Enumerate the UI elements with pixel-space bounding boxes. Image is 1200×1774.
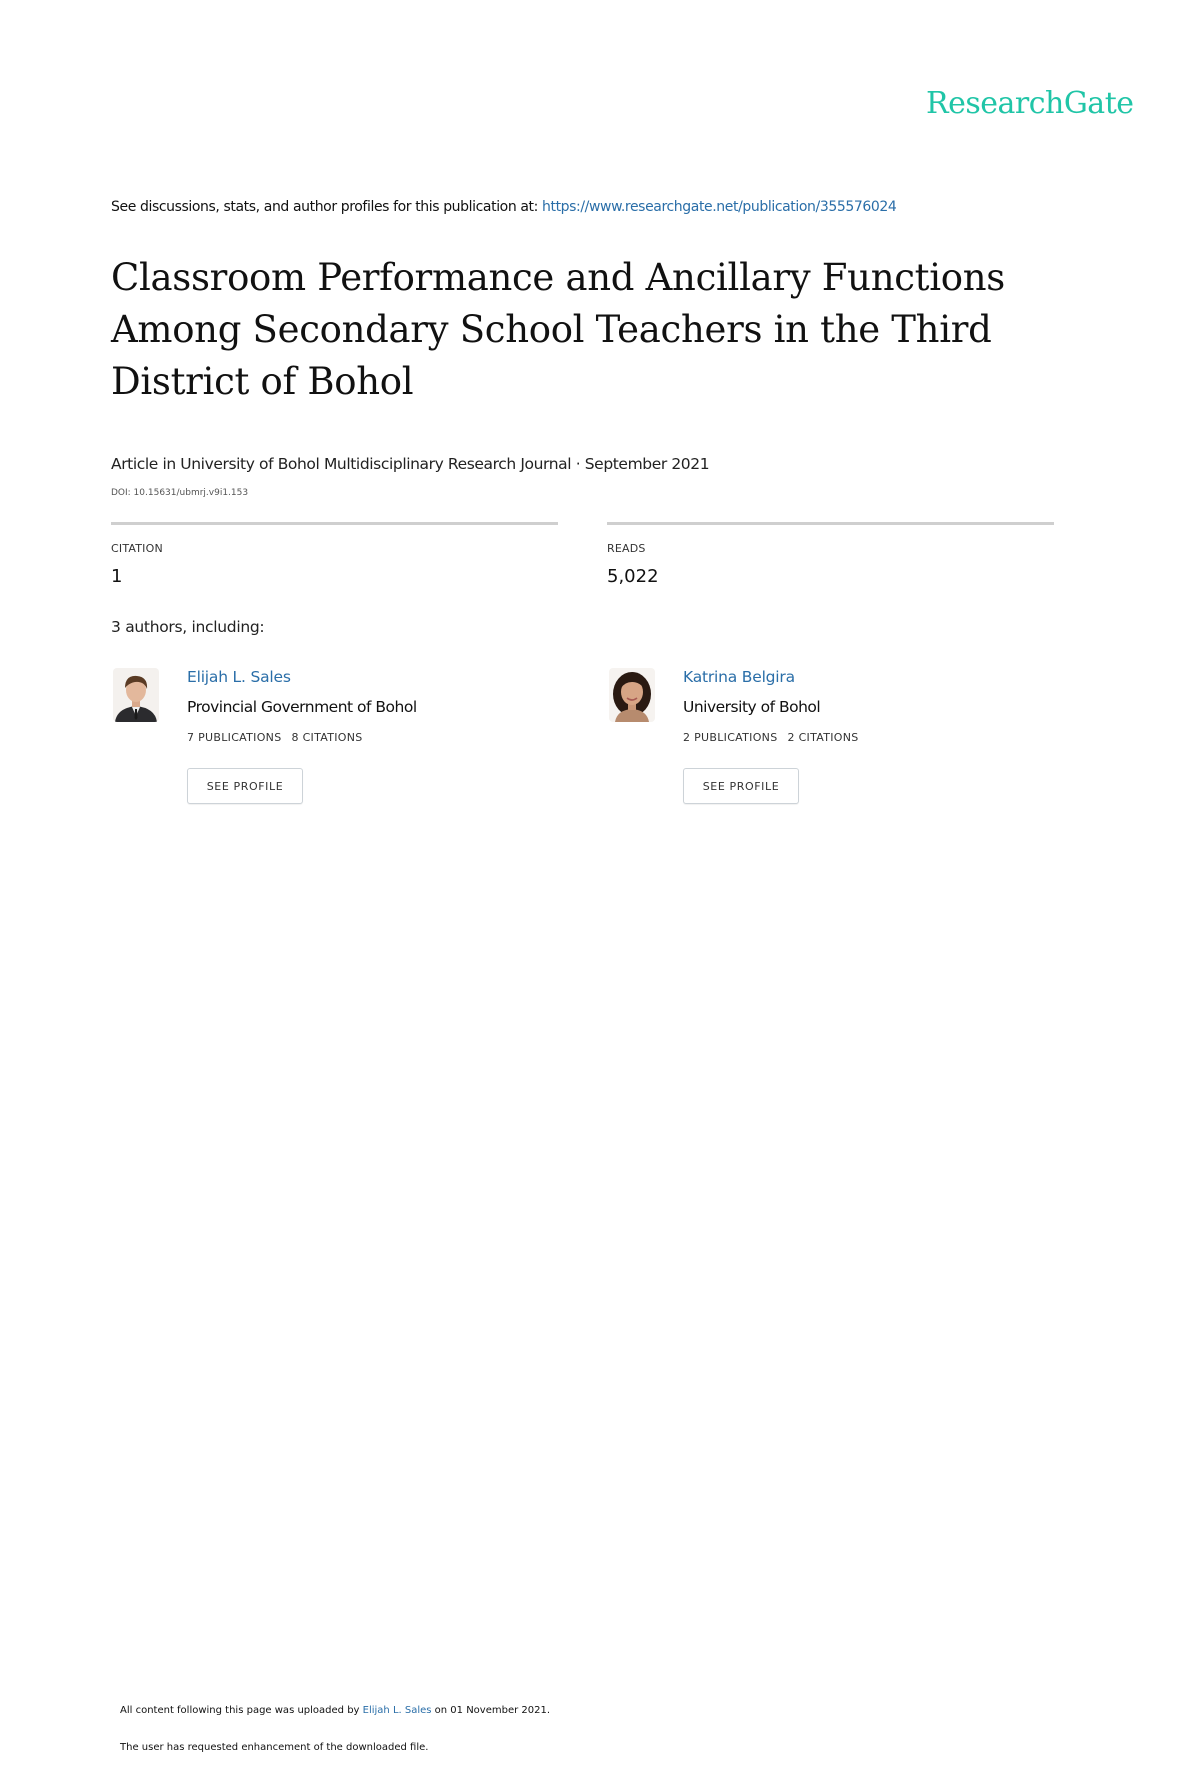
upload-notice [120, 1705, 550, 1716]
researchgate-logo[interactable]: ResearchGate [926, 86, 1134, 121]
article-meta: Article in University of Bohol Multidisciplinary Research Journal · September 2021 [111, 455, 710, 473]
see-discussions-text: See discussions, stats, and author profiles for this publication at: [111, 199, 543, 215]
paper-title: Classroom Performance and Ancillary Functions Among Secondary School Teachers in the Third District of Bohol [111, 256, 1005, 403]
doi-text: DOI: 10.15631/ubmrj.v9i1.153 [111, 488, 249, 498]
upload-prefix-text: All content following this page was uploaded by [120, 1705, 363, 1716]
enhancement-notice: The user has requested enhancement of the downloaded file. [120, 1742, 429, 1753]
publication-link-line [111, 199, 896, 215]
author-institution: University of Bohol [683, 698, 821, 716]
divider-right [607, 522, 1054, 525]
reads-count: 5,022 [607, 566, 659, 587]
authors-count-line: 3 authors, including: [111, 618, 265, 636]
author-institution: Provincial Government of Bohol [187, 698, 417, 716]
author-stats [187, 731, 363, 744]
uploader-link[interactable]: Elijah L. Sales [362, 1705, 432, 1716]
author-publications: 2 PUBLICATIONS [683, 731, 778, 744]
publication-url-link[interactable]: https://www.researchgate.net/publication/355576024 [542, 199, 897, 215]
divider-left [111, 522, 558, 525]
author-publications: 7 PUBLICATIONS [187, 731, 282, 744]
reads-label: READS [607, 542, 646, 555]
author-name-link[interactable]: Katrina Belgira [683, 668, 795, 686]
author-citations: 8 CITATIONS [291, 731, 363, 744]
see-profile-button[interactable]: SEE PROFILE [683, 768, 799, 804]
avatar[interactable] [609, 668, 655, 722]
citation-label: CITATION [111, 542, 163, 555]
author-stats [683, 731, 859, 744]
see-profile-button[interactable]: SEE PROFILE [187, 768, 303, 804]
citation-count: 1 [111, 566, 123, 587]
author-name-link[interactable]: Elijah L. Sales [187, 668, 291, 686]
avatar[interactable] [113, 668, 159, 722]
author-citations: 2 CITATIONS [787, 731, 859, 744]
upload-suffix-text: on 01 November 2021. [431, 1705, 551, 1716]
